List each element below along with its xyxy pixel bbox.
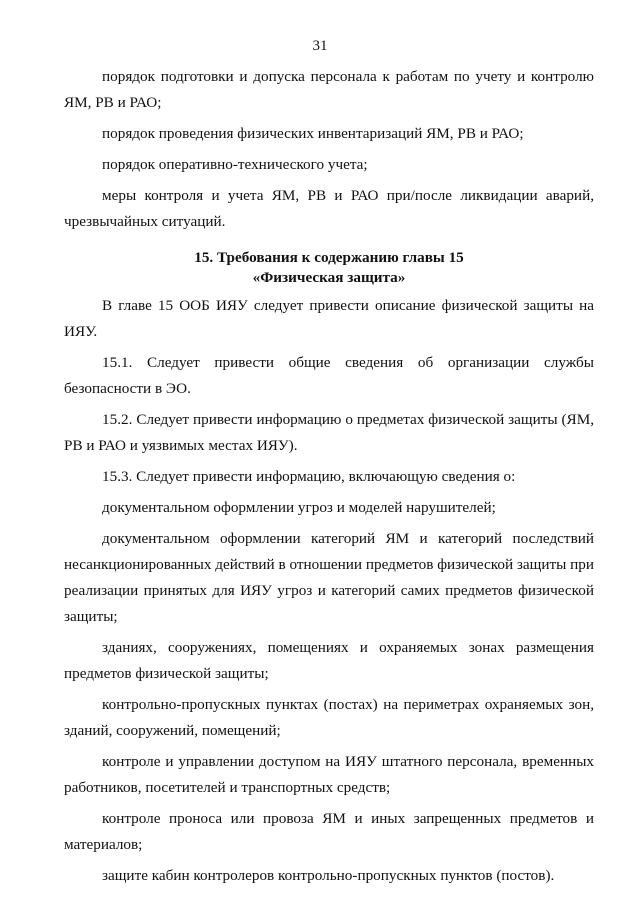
paragraph-training-admission: порядок подготовки и допуска персонала к работам по учету и контролю ЯМ, РВ и РАО;: [64, 68, 594, 111]
list-item-threats: документальном оформлении угроз и моделей нарушителей;: [102, 499, 496, 516]
list-item-transport-control: контроле проноса или провоза ЯМ и иных запрещенных предметов и материалов;: [64, 810, 594, 853]
paragraph-15-3: 15.3. Следует привести информацию, включающую сведения о:: [102, 468, 516, 485]
page-number: 31: [312, 38, 328, 54]
section-heading-line1: 15. Требования к содержанию главы 15: [194, 249, 464, 266]
paragraph-15-2: 15.2. Следует привести информацию о предметах физической защиты (ЯМ, РВ и РАО и уязвимых местах ИЯУ).: [64, 411, 594, 454]
list-item-booth-protection: защите кабин контролеров контрольно-пропускных пунктов (постов).: [102, 867, 555, 884]
paragraph-emergency-control: меры контроля и учета ЯМ, РВ и РАО при/после ликвидации аварий, чрезвычайных ситуаций.: [64, 187, 594, 230]
document-body: [64, 64, 594, 889]
list-item-access-control: контроле и управлении доступом на ИЯУ штатного персонала, временных работников, посетителей и транспортных средств;: [64, 753, 594, 796]
section-heading: [64, 248, 594, 288]
list-item-categories: документальном оформлении категорий ЯМ и категорий последствий несанкционированных действий в отношении предметов физической защиты при реализации принятых для ИЯУ угроз и категорий самих предметов физической защиты;: [64, 530, 594, 625]
list-item-buildings: зданиях, сооружениях, помещениях и охраняемых зонах размещения предметов физической защиты;: [64, 639, 594, 682]
section-heading-line2: «Физическая защита»: [252, 269, 406, 286]
list-item-checkpoints: контрольно-пропускных пунктах (постах) на периметрах охраняемых зон, зданий, сооружений, помещений;: [64, 696, 594, 739]
paragraph-chapter-intro: В главе 15 ООБ ИЯУ следует привести описание физической защиты на ИЯУ.: [64, 297, 594, 340]
paragraph-15-1: 15.1. Следует привести общие сведения об организации службы безопасности в ЭО.: [64, 354, 594, 397]
paragraph-operational-accounting: порядок оперативно-технического учета;: [102, 156, 368, 173]
paragraph-inventory-procedure: порядок проведения физических инвентаризаций ЯМ, РВ и РАО;: [102, 125, 524, 142]
